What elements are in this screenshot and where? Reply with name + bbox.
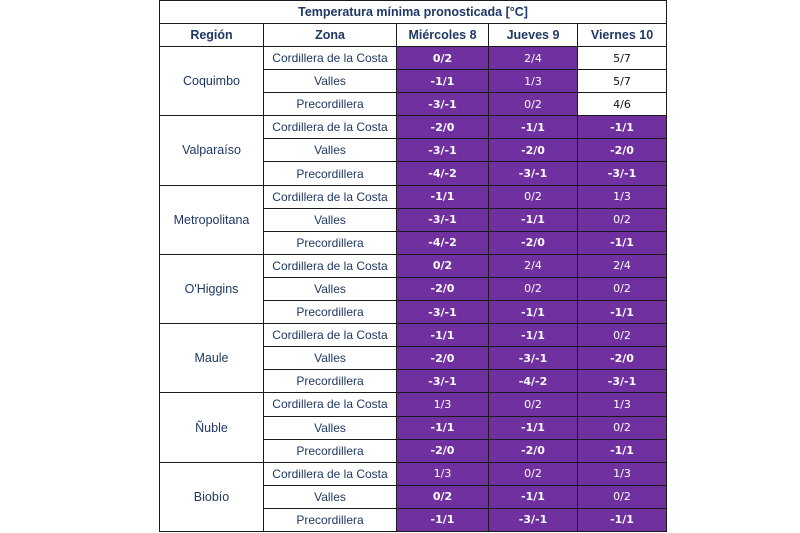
temperature-cell: -1/1	[397, 185, 489, 208]
temperature-cell: -1/1	[397, 508, 489, 531]
table-row	[160, 47, 667, 70]
temperature-cell: -1/1	[578, 439, 667, 462]
temperature-cell: 5/7	[578, 70, 667, 93]
temperature-cell: 1/3	[397, 393, 489, 416]
temperature-cell: -3/-1	[397, 93, 489, 116]
temperature-cell: 2/4	[578, 254, 667, 277]
temperature-cell: 1/3	[489, 70, 578, 93]
temperature-cell: 0/2	[489, 277, 578, 300]
temperature-cell: -3/-1	[397, 208, 489, 231]
temperature-cell: -1/1	[578, 301, 667, 324]
temperature-cell: -1/1	[578, 231, 667, 254]
table-row	[160, 185, 667, 208]
temperature-cell: 1/3	[578, 393, 667, 416]
temperature-cell: 1/3	[397, 462, 489, 485]
temperature-cell: -1/1	[578, 116, 667, 139]
temperature-cell: -3/-1	[489, 347, 578, 370]
temperature-cell: 0/2	[489, 93, 578, 116]
zona-cell: Valles	[264, 139, 397, 162]
temperature-cell: -2/0	[397, 347, 489, 370]
temperature-cell: -3/-1	[489, 162, 578, 185]
region-cell: Metropolitana	[160, 185, 264, 254]
temperature-cell: -1/1	[397, 70, 489, 93]
temperature-cell: -2/0	[578, 347, 667, 370]
temperature-cell: 1/3	[578, 185, 667, 208]
temperature-cell: -1/1	[397, 416, 489, 439]
table-row	[160, 462, 667, 485]
temperature-cell: 1/3	[578, 462, 667, 485]
temperature-cell: -2/0	[489, 139, 578, 162]
zona-cell: Cordillera de la Costa	[264, 116, 397, 139]
temperature-cell: 5/7	[578, 47, 667, 70]
header-day-1: Miércoles 8	[397, 24, 489, 47]
zona-cell: Valles	[264, 70, 397, 93]
temperature-cell: -3/-1	[397, 370, 489, 393]
table-title: Temperatura mínima pronosticada [°C]	[160, 1, 667, 24]
temperature-cell: -1/1	[578, 508, 667, 531]
zona-cell: Precordillera	[264, 93, 397, 116]
temperature-cell: 0/2	[578, 277, 667, 300]
zona-cell: Cordillera de la Costa	[264, 47, 397, 70]
temperature-cell: -1/1	[397, 324, 489, 347]
table-row	[160, 254, 667, 277]
temperature-cell: -4/-2	[397, 231, 489, 254]
region-cell: Coquimbo	[160, 47, 264, 116]
temperature-cell: -3/-1	[578, 162, 667, 185]
table-row	[160, 393, 667, 416]
temperature-cell: -1/1	[489, 324, 578, 347]
temperature-cell: -2/0	[397, 439, 489, 462]
temperature-cell: -3/-1	[397, 301, 489, 324]
temperature-cell: 0/2	[489, 462, 578, 485]
zona-cell: Valles	[264, 347, 397, 370]
zona-cell: Cordillera de la Costa	[264, 254, 397, 277]
zona-cell: Cordillera de la Costa	[264, 185, 397, 208]
zona-cell: Precordillera	[264, 301, 397, 324]
temperature-cell: -1/1	[489, 416, 578, 439]
temperature-cell: -1/1	[489, 301, 578, 324]
zona-cell: Precordillera	[264, 162, 397, 185]
zona-cell: Cordillera de la Costa	[264, 393, 397, 416]
temperature-cell: 0/2	[489, 393, 578, 416]
zona-cell: Valles	[264, 208, 397, 231]
zona-cell: Valles	[264, 416, 397, 439]
region-cell: Maule	[160, 324, 264, 393]
temperature-cell: 0/2	[578, 416, 667, 439]
temperature-cell: 0/2	[578, 485, 667, 508]
zona-cell: Precordillera	[264, 231, 397, 254]
zona-cell: Precordillera	[264, 439, 397, 462]
temperature-cell: 0/2	[397, 254, 489, 277]
temperature-cell: -1/1	[489, 485, 578, 508]
temperature-cell: -2/0	[489, 231, 578, 254]
zona-cell: Precordillera	[264, 508, 397, 531]
region-cell: Valparaíso	[160, 116, 264, 185]
temperature-cell: -3/-1	[489, 508, 578, 531]
temperature-cell: 0/2	[397, 47, 489, 70]
temperature-cell: -1/1	[489, 116, 578, 139]
temperature-cell: 2/4	[489, 254, 578, 277]
region-cell: O'Higgins	[160, 254, 264, 323]
temperature-cell: 2/4	[489, 47, 578, 70]
zona-cell: Precordillera	[264, 370, 397, 393]
header-zona: Zona	[264, 24, 397, 47]
zona-cell: Cordillera de la Costa	[264, 462, 397, 485]
temperature-cell: -2/0	[397, 277, 489, 300]
temperature-cell: -2/0	[489, 439, 578, 462]
header-region: Región	[160, 24, 264, 47]
temperature-cell: -3/-1	[578, 370, 667, 393]
temperature-cell: -2/0	[578, 139, 667, 162]
zona-cell: Valles	[264, 485, 397, 508]
temperature-cell: -2/0	[397, 116, 489, 139]
temperature-cell: -4/-2	[489, 370, 578, 393]
temperature-cell: 0/2	[397, 485, 489, 508]
table-row	[160, 324, 667, 347]
temperature-cell: -3/-1	[397, 139, 489, 162]
temperature-cell: 0/2	[489, 185, 578, 208]
zona-cell: Valles	[264, 277, 397, 300]
temperature-cell: 4/6	[578, 93, 667, 116]
temperature-cell: 0/2	[578, 208, 667, 231]
header-day-3: Viernes 10	[578, 24, 667, 47]
temperature-cell: -4/-2	[397, 162, 489, 185]
forecast-table	[159, 0, 667, 532]
header-day-2: Jueves 9	[489, 24, 578, 47]
table-row	[160, 116, 667, 139]
temperature-cell: 0/2	[578, 324, 667, 347]
zona-cell: Cordillera de la Costa	[264, 324, 397, 347]
region-cell: Ñuble	[160, 393, 264, 462]
region-cell: Biobío	[160, 462, 264, 531]
temperature-cell: -1/1	[489, 208, 578, 231]
